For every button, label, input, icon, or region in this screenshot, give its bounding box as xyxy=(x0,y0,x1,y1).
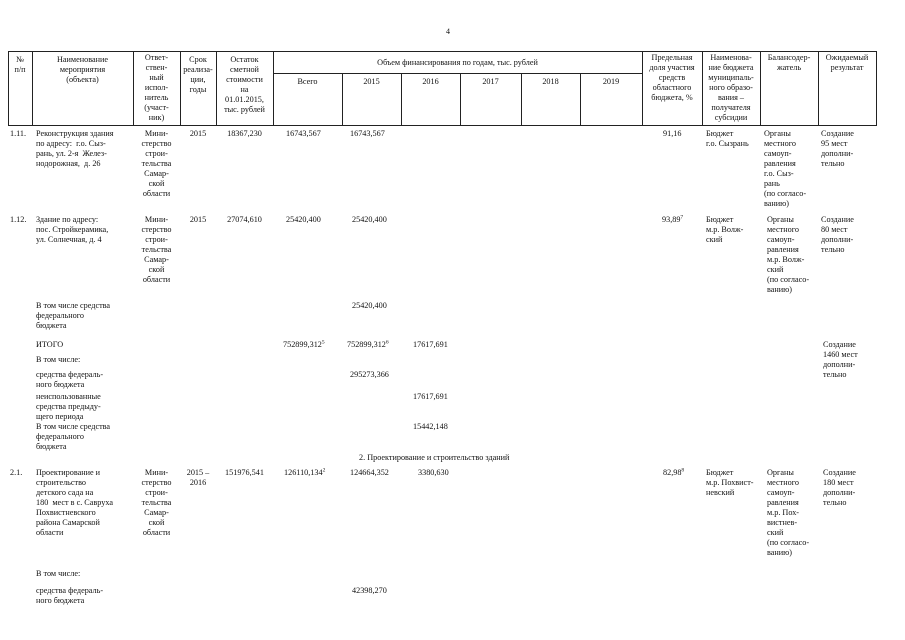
header-total: Всего xyxy=(297,77,318,86)
row-2-1-term: 2015 – 2016 xyxy=(186,468,210,487)
fed2-2015: 295273,366 xyxy=(350,370,389,379)
row-1-12-term: 2015 xyxy=(189,215,207,224)
row-2-1-num: 2.1. xyxy=(10,468,23,477)
row-1-12-holder: Органы местного самоуп- равления м.р. Волж- ский (по согласо- ванию) xyxy=(767,215,810,294)
row-2-1-budget: Бюджет м.р. Похвист- невский xyxy=(706,468,754,497)
row-2-1-total-value: 126110,134 xyxy=(284,468,323,477)
header-budget: Наименова- ние бюджета муниципаль- ного образо- вания – получателя субсидии xyxy=(708,53,754,122)
row-1-12-share xyxy=(662,215,683,225)
row-1-11-balance: 18367,230 xyxy=(227,129,262,138)
vtch2-label: В том числе: xyxy=(36,569,81,578)
itogo-2016: 17617,691 xyxy=(413,340,448,349)
row-2-1-balance: 151976,541 xyxy=(225,468,264,477)
fed2-label: средства федераль- ного бюджета xyxy=(36,370,104,389)
row-1-12-num: 1.12. xyxy=(10,215,27,224)
row-1-12-executor: Мини- стерство строи- тельства Самар- ской области xyxy=(141,215,172,284)
header-result: Ожидаемый результат xyxy=(825,53,869,72)
col-line xyxy=(876,51,877,126)
section-2-title: 2. Проектирование и строительство зданий xyxy=(359,453,510,462)
itogo-2015-value: 752899,312 xyxy=(347,340,386,349)
row-1-12-2015: 25420,400 xyxy=(352,215,387,224)
header-year-2018: 2018 xyxy=(542,77,559,86)
row-2-1-result: Создание 180 мест дополни- тельно xyxy=(823,468,856,507)
row-1-11-result: Создание 95 мест дополни- тельно xyxy=(821,129,854,168)
itogo-total-footnote: 5 xyxy=(321,339,325,346)
row-1-11-share: 91,16 xyxy=(663,129,682,138)
itogo-label: ИТОГО xyxy=(36,340,64,349)
row-2-1-2016: 3380,630 xyxy=(418,468,449,477)
header-year-2019: 2019 xyxy=(602,77,620,86)
header-bottom-border xyxy=(8,125,876,126)
row-1-12-budget: Бюджет м.р. Волж- ский xyxy=(706,215,744,244)
itogo-2015 xyxy=(347,340,389,350)
fed3-label: В том числе средства федерального бюджета xyxy=(36,422,111,451)
header-num: № п/п xyxy=(14,55,26,74)
fed4-2015: 42398,270 xyxy=(352,586,387,595)
fed3-2016: 15442,148 xyxy=(413,422,448,431)
fed1-label: В том числе средства федерального бюджета xyxy=(36,301,111,330)
itogo-total-value: 752899,312 xyxy=(283,340,322,349)
header-executor: Ответ- ствен- ный испол- нитель (участ- ник) xyxy=(144,53,169,122)
row-2-1-share xyxy=(663,468,684,478)
header-name: Наименование мероприятия (объекта) xyxy=(56,55,108,84)
row-2-1-total-footnote: 2 xyxy=(322,467,326,474)
row-1-11-executor: Мини- стерство строи- тельства Самар- ской области xyxy=(141,129,172,198)
header-year-2017: 2017 xyxy=(482,77,499,86)
row-1-11-num: 1.11. xyxy=(10,129,27,138)
header-volume: Объем финансирования по годам, тыс. рублей xyxy=(377,58,538,67)
row-2-1-executor: Мини- стерство строи- тельства Самар- ской области xyxy=(141,468,172,537)
header-share: Предельная доля участия средств областного бюджета, % xyxy=(649,53,695,102)
table-top-border xyxy=(8,51,876,52)
fed4-label: средства федераль- ного бюджета xyxy=(36,586,104,605)
unused-label: неиспользованные средства предыду- щего периода xyxy=(36,392,101,421)
row-2-1-total xyxy=(284,468,325,478)
row-1-12-total: 25420,400 xyxy=(286,215,321,224)
row-2-1-holder: Органы местного самоуп- равления м.р. Пох- вистнев- ский (по согласо- ванию) xyxy=(767,468,810,557)
vtch-label: В том числе: xyxy=(36,355,81,364)
itogo-2015-footnote: 6 xyxy=(385,339,389,346)
row-1-11-holder: Органы местного самоуп- равления г.о. Сыз- рань (по согласо- ванию) xyxy=(764,129,807,208)
row-1-12-name: Здание по адресу: пос. Стройкерамика, ул. Солнечная, д. 4 xyxy=(36,215,109,244)
row-2-1-share-footnote: 8 xyxy=(681,467,685,474)
fed1-2015: 25420,400 xyxy=(352,301,387,310)
unused-2016: 17617,691 xyxy=(413,392,448,401)
row-1-11-name: Реконструкция здания по адресу: г.о. Сыз- рань, ул. 2-я Желез- нодорожная, д. 26 xyxy=(36,129,114,168)
header-year-2016: 2016 xyxy=(422,77,439,86)
header-year-2015: 2015 xyxy=(363,77,380,86)
row-1-11-total: 16743,567 xyxy=(286,129,321,138)
row-1-12-share-value: 93,89 xyxy=(662,215,681,224)
header-balance: Остаток сметной стоимости на 01.01.2015, тыс. рублей xyxy=(224,55,265,114)
row-2-1-share-value: 82,98 xyxy=(663,468,682,477)
row-1-11-budget: Бюджет г.о. Сызрань xyxy=(706,129,749,148)
row-1-11-term: 2015 xyxy=(189,129,207,138)
row-1-12-balance: 27074,610 xyxy=(227,215,262,224)
page-number: 4 xyxy=(446,27,450,36)
itogo-total xyxy=(283,340,325,350)
volume-subheader-line xyxy=(273,73,642,74)
row-1-12-result: Создание 80 мест дополни- тельно xyxy=(821,215,854,254)
header-holder: Балансодер- жатель xyxy=(767,53,811,72)
header-term: Срок реализа- ции, годы xyxy=(183,55,213,94)
row-2-1-name: Проектирование и строительство детского сада на 180 мест в с. Савруха Похвистневского района Самарской области xyxy=(36,468,113,537)
row-2-1-2015: 124664,352 xyxy=(350,468,389,477)
row-1-12-share-footnote: 7 xyxy=(680,214,684,221)
itogo-result: Создание 1460 мест дополни- тельно xyxy=(823,340,858,379)
row-1-11-2015: 16743,567 xyxy=(350,129,385,138)
